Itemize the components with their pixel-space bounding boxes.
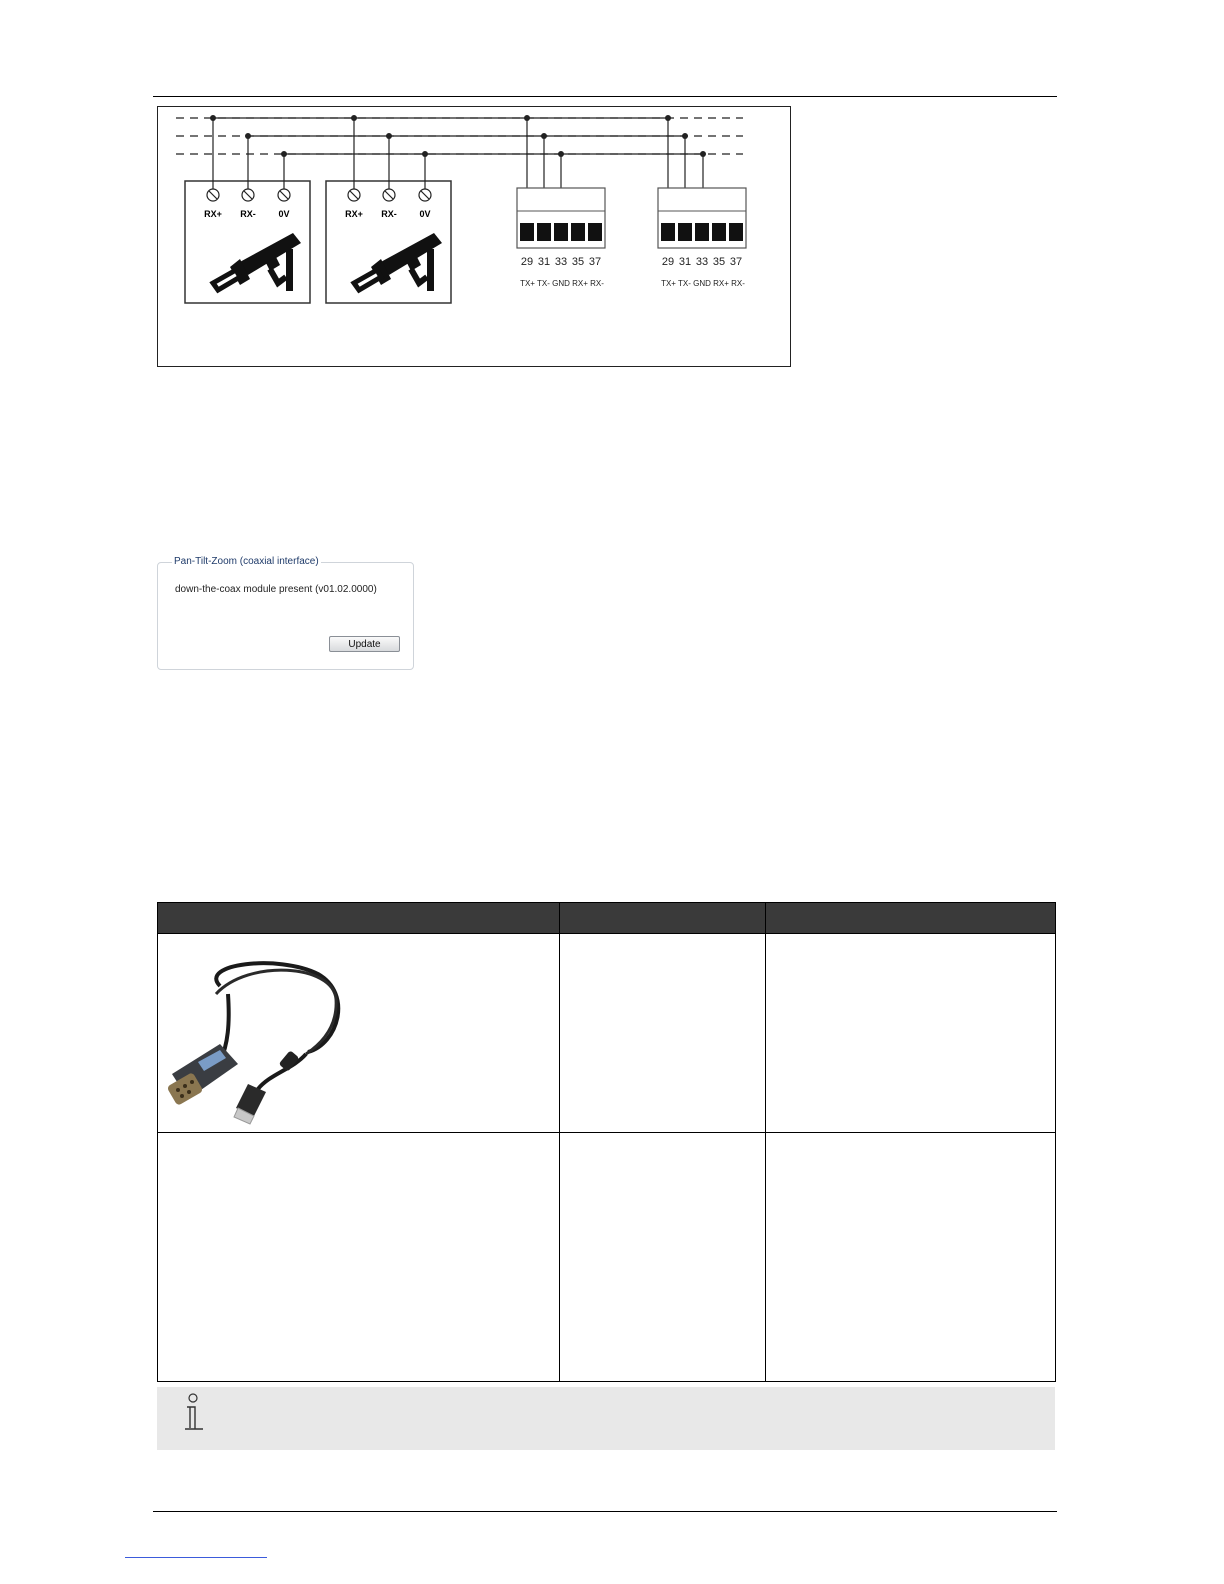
terminal-label: RX- — [240, 209, 256, 219]
table-row — [158, 1133, 1056, 1382]
terminal-label: 0V — [278, 209, 290, 219]
wiring-diagram-svg — [158, 107, 791, 367]
pin-number: 31 — [537, 256, 551, 268]
pin-number: 37 — [588, 256, 602, 268]
table-cell — [766, 934, 1056, 1133]
pin-number: 29 — [520, 256, 534, 268]
connector-pins — [520, 223, 602, 241]
terminal-label: RX+ — [345, 209, 363, 219]
pin-labels: TX+ TX- GND RX+ RX- — [661, 279, 745, 288]
pin-labels: TX+ TX- GND RX+ RX- — [520, 279, 604, 288]
terminal-label: RX- — [381, 209, 397, 219]
pin-number: 31 — [678, 256, 692, 268]
rs485-wiring-diagram — [157, 106, 791, 367]
terminal-block-1 — [517, 115, 605, 288]
camera-unit-1 — [185, 115, 310, 303]
pin-number: 33 — [695, 256, 709, 268]
terminal-block-2 — [658, 115, 746, 288]
update-button[interactable]: Update — [329, 636, 400, 652]
pin-number: 33 — [554, 256, 568, 268]
table-header-cell — [560, 903, 766, 934]
table-header-cell — [158, 903, 560, 934]
footer-link-underline[interactable] — [125, 1557, 267, 1558]
coax-module-status: down-the-coax module present (v01.02.0000) — [175, 584, 377, 595]
table-header-cell — [766, 903, 1056, 934]
table-cell — [560, 1133, 766, 1382]
pin-number: 37 — [729, 256, 743, 268]
camera-unit-2 — [326, 115, 451, 303]
ptz-coaxial-panel — [157, 556, 414, 670]
ptz-panel-legend: Pan-Tilt-Zoom (coaxial interface) — [174, 556, 319, 567]
terminal-label: 0V — [419, 209, 431, 219]
bus-lines — [176, 118, 743, 154]
info-icon — [179, 1393, 205, 1433]
accessory-table — [157, 902, 1056, 1382]
pin-number: 35 — [571, 256, 585, 268]
table-cell-image — [158, 934, 560, 1133]
terminal-label: RX+ — [204, 209, 222, 219]
footer-rule — [153, 1511, 1057, 1512]
pin-number: 35 — [712, 256, 726, 268]
connector-pins — [661, 223, 743, 241]
table-header-row — [158, 903, 1056, 934]
info-note — [157, 1387, 1055, 1450]
header-rule — [153, 96, 1057, 97]
table-cell — [560, 934, 766, 1133]
table-row — [158, 934, 1056, 1133]
table-cell — [158, 1133, 560, 1382]
table-cell — [766, 1133, 1056, 1382]
usb-serial-adapter-image — [158, 934, 358, 1127]
pin-number: 29 — [661, 256, 675, 268]
